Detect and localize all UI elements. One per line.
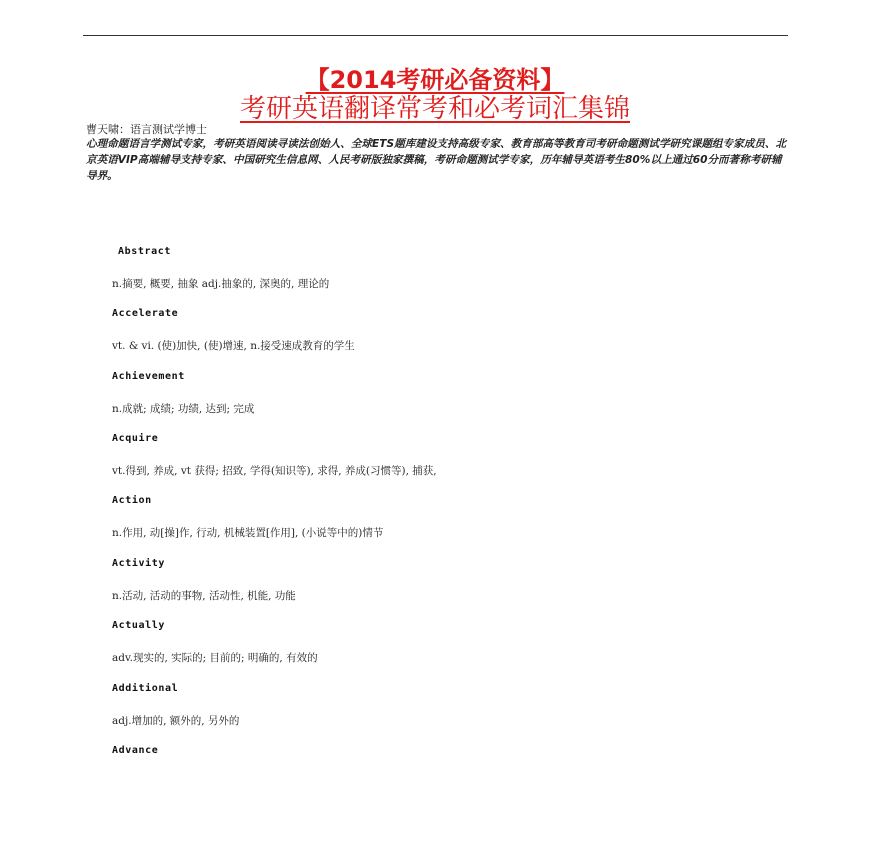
vocab-term: Action	[112, 495, 152, 506]
document-title-tag: 【2014考研必备资料】	[305, 66, 565, 94]
vocab-definition: adv.现实的, 实际的; 目前的; 明确的, 有效的	[112, 652, 318, 664]
vocab-definition: vt.得到, 养成, vt 获得; 招致, 学得(知识等), 求得, 养成(习惯等), 捕获,	[112, 465, 437, 477]
vocab-definition: vt. & vi. (使)加快, (使)增速, n.接受速成教育的学生	[112, 340, 355, 352]
author-bio: 心理命题语言学测试专家，考研英语阅读寻读法创始人、全球ETS题库建设支持高级专家、教育部高等教育司考研命题测试学研究课题组专家成员、北京英语VIP高端辅导支持专家、中国研究生信息网、人民考研版独家撰稿，考研命题测试学专家，历年辅导英语考生80%以上通过60分而著称考研辅导界。	[86, 138, 787, 182]
vocab-term: Additional	[112, 683, 179, 694]
vocab-definition: n.摘要, 概要, 抽象 adj.抽象的, 深奥的, 理论的	[112, 278, 330, 290]
vocab-definition: adj.增加的, 额外的, 另外的	[112, 715, 240, 727]
vocab-term: Activity	[112, 558, 165, 569]
header-rule	[83, 35, 788, 36]
author-name: 曹天啸：语言测试学博士	[86, 123, 207, 136]
vocab-definition: n.活动, 活动的事物, 活动性, 机能, 功能	[112, 590, 296, 602]
vocab-term: Actually	[112, 620, 165, 631]
vocab-term: Advance	[112, 745, 159, 756]
vocab-definition: n.成就; 成绩; 功绩, 达到; 完成	[112, 403, 255, 415]
vocab-definition: n.作用, 动[操]作, 行动, 机械装置[作用], (小说等中的)情节	[112, 527, 384, 539]
vocab-term: Achievement	[112, 371, 185, 382]
vocab-term: Acquire	[112, 433, 159, 444]
vocab-term: Abstract	[118, 246, 171, 257]
vocab-term: Accelerate	[112, 308, 179, 319]
document-title: 考研英语翻译常考和必考词汇集锦	[239, 94, 630, 124]
